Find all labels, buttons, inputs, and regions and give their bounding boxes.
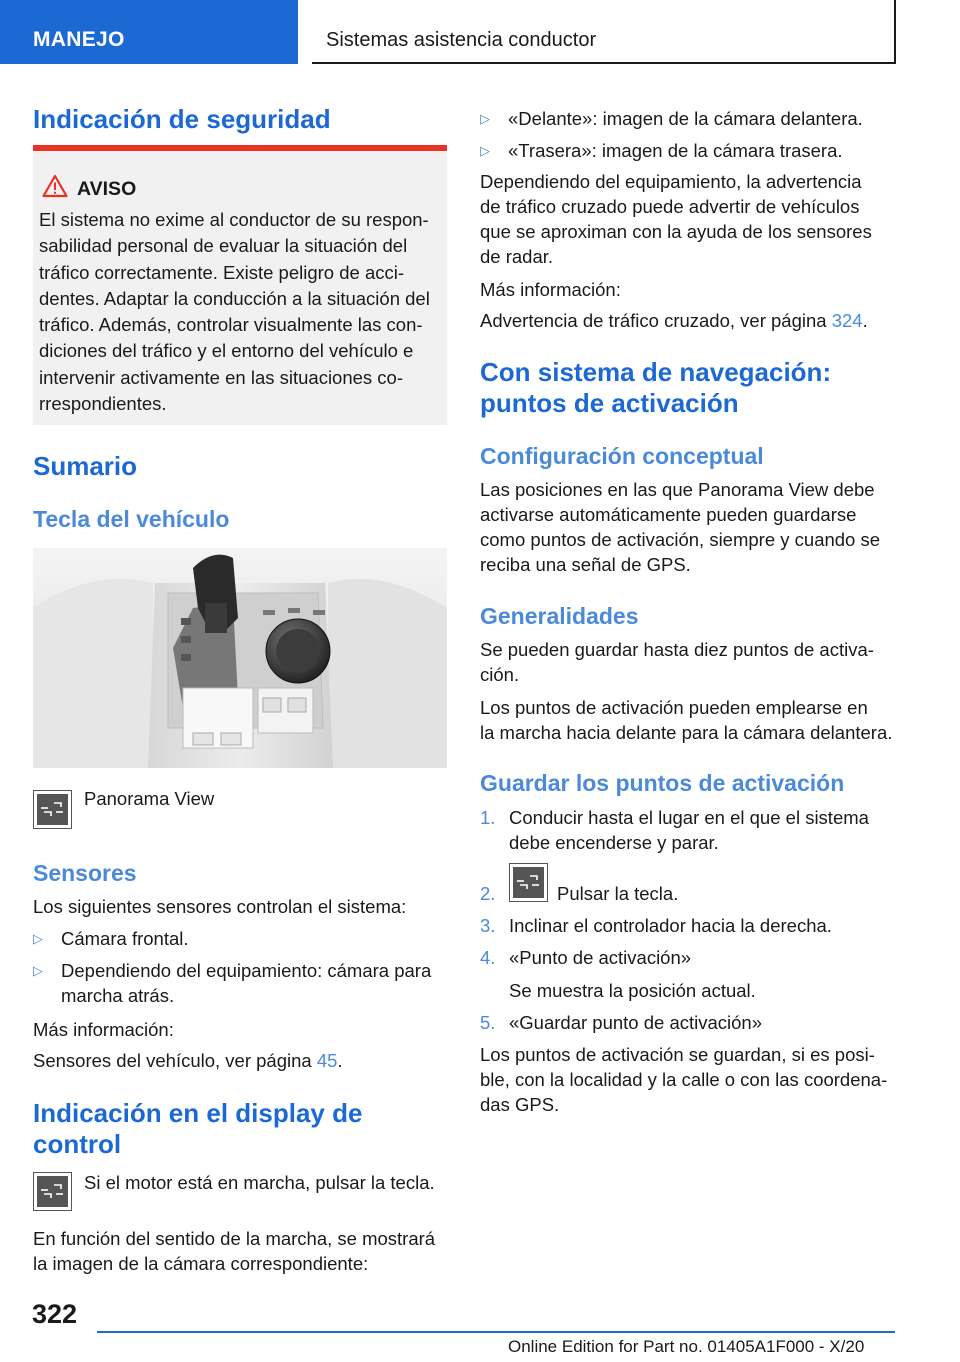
paragraph-line: Se pueden guardar hasta diez puntos de activa- — [480, 639, 874, 660]
paragraph-line: que se aproximan con la ayuda de los sensores — [480, 221, 872, 242]
reference-text: Advertencia de tráfico cruzado, ver página — [480, 310, 832, 331]
header-chapter-box — [312, 0, 896, 64]
heading-safety: Indicación de seguridad — [33, 104, 331, 134]
concept-paragraph — [480, 477, 880, 577]
step-number: 1. — [480, 807, 496, 828]
paragraph-line: ble, con la localidad y la calle o con las coordena- — [480, 1069, 888, 1090]
step-text — [509, 805, 869, 855]
bullet-triangle-icon: ▷ — [33, 963, 43, 978]
more-info-label: Más información: — [480, 279, 621, 300]
panorama-view-key-icon — [33, 790, 72, 829]
bullet-triangle-icon: ▷ — [480, 143, 490, 158]
warning-box — [33, 145, 447, 425]
paragraph-line: das GPS. — [480, 1094, 560, 1115]
warning-line: diciones del tráfico y el entorno del vehículo e — [39, 340, 414, 362]
paragraph-line: Los puntos de activación se guardan, si es posi- — [480, 1044, 875, 1065]
paragraph-line: En función del sentido de la marcha, se mostrará — [33, 1228, 436, 1249]
page-link-45[interactable]: 45 — [316, 1050, 338, 1071]
bullet-triangle-icon: ▷ — [33, 931, 43, 946]
footer-edition: Online Edition for Part no. 01405A1F000 - X/20 — [508, 1337, 865, 1356]
warning-line: El sistema no exime al conductor de su respon- — [39, 209, 429, 230]
heading-navigation-points — [480, 357, 831, 419]
sensors-intro: Los siguientes sensores controlan el sistema: — [33, 896, 407, 917]
paragraph-line: Los puntos de activación pueden emplearse en — [480, 697, 868, 718]
general-paragraph — [480, 637, 874, 687]
saved-paragraph — [480, 1042, 887, 1117]
paragraph-line: como puntos de activación, siempre y cuando se — [480, 529, 881, 550]
reference-end: . — [337, 1050, 343, 1071]
panorama-view-key-icon — [33, 1172, 72, 1211]
step-line: debe encenderse y parar. — [509, 832, 719, 853]
subheading-vehicle-key: Tecla del vehículo — [33, 506, 230, 532]
list-item — [480, 138, 896, 163]
paragraph-line: Dependiendo del equipamiento, la advertencia — [480, 171, 862, 192]
footer-divider — [97, 1331, 895, 1333]
list-item-text: «Trasera»: imagen de la cámara trasera. — [508, 140, 843, 161]
gear-selector-illustration — [33, 548, 447, 768]
list-item-text: Cámara frontal. — [61, 928, 189, 949]
center-console-photo — [33, 548, 447, 768]
subheading-general: Generalidades — [480, 603, 639, 629]
warning-line: intervenir activamente en las situaciones co- — [39, 366, 404, 388]
paragraph-line: activarse automáticamente pueden guardarse — [480, 504, 857, 525]
subheading-save-points: Guardar los puntos de activación — [480, 770, 845, 796]
step-number: 2. — [480, 883, 496, 904]
step-text: «Punto de activación» — [509, 947, 692, 968]
list-item-text: «Delante»: imagen de la cámara delantera. — [508, 108, 863, 129]
paragraph-line: Las posiciones en las que Panorama View debe — [480, 479, 875, 500]
heading-line: Indicación en el display de — [33, 1098, 363, 1128]
paragraph-line: la imagen de la cámara correspondiente: — [33, 1253, 369, 1274]
heading-summary: Sumario — [33, 451, 138, 481]
paragraph-line: la marcha hacia delante para la cámara delantera. — [480, 722, 893, 743]
heading-control-display — [33, 1098, 362, 1160]
more-info-label: Más información: — [33, 1019, 174, 1040]
warning-label: AVISO — [77, 178, 137, 200]
paragraph-line: reciba una señal de GPS. — [480, 554, 691, 575]
heading-line: Con sistema de navegación: — [480, 357, 832, 387]
paragraph-line: ción. — [480, 664, 520, 685]
step-result: Se muestra la posición actual. — [509, 980, 756, 1001]
paragraph-line: de tráfico cruzado puede advertir de vehículos — [480, 196, 860, 217]
page-number: 322 — [32, 1299, 78, 1329]
step-text: «Guardar punto de activación» — [509, 1012, 763, 1033]
list-item-line: marcha atrás. — [61, 985, 175, 1006]
warning-triangle-icon — [42, 174, 68, 198]
direction-text — [33, 1226, 435, 1276]
header-chapter-label: Sistemas asistencia conductor — [326, 29, 597, 51]
crosstraffic-reference — [480, 308, 868, 333]
panorama-view-key-icon — [509, 863, 548, 902]
step-text: Inclinar el controlador hacia la derecha. — [509, 915, 832, 936]
heading-line: control — [33, 1129, 122, 1159]
list-item — [33, 926, 447, 951]
display-instruction: Si el motor está en marcha, pulsar la tecla. — [84, 1172, 435, 1193]
general-paragraph-2 — [480, 695, 892, 745]
warning-line: tráfico correctamente. Existe peligro de acci- — [39, 261, 405, 283]
crosstraffic-paragraph — [480, 169, 872, 269]
sensors-reference — [33, 1048, 343, 1073]
step-number: 5. — [480, 1012, 496, 1033]
subheading-concept: Configuración conceptual — [480, 443, 764, 469]
warning-text — [39, 207, 443, 417]
bullet-triangle-icon: ▷ — [480, 111, 490, 126]
warning-line: sabilidad personal de evaluar la situación del — [39, 235, 408, 257]
heading-line: puntos de activación — [480, 388, 739, 418]
page-link-324[interactable]: 324 — [831, 310, 863, 331]
list-item — [480, 106, 896, 131]
reference-end: . — [862, 310, 868, 331]
paragraph-line: de radar. — [480, 246, 554, 267]
header-section-label: MANEJO — [33, 28, 125, 51]
list-item — [33, 958, 447, 1008]
step-line: Conducir hasta el lugar en el que el sistema — [509, 807, 869, 828]
step-number: 3. — [480, 915, 496, 936]
step-number: 4. — [480, 947, 496, 968]
warning-line: tráfico. Además, controlar visualmente las con- — [39, 314, 423, 336]
step-text: Pulsar la tecla. — [557, 883, 679, 904]
warning-line: rrespondientes. — [39, 393, 167, 415]
header-section-tab — [0, 0, 298, 64]
reference-text: Sensores del vehículo, ver página — [33, 1050, 317, 1071]
list-item-line: Dependiendo del equipamiento: cámara para — [61, 960, 432, 981]
key-caption: Panorama View — [84, 788, 215, 809]
warning-line: dentes. Adaptar la conducción a la situación del — [39, 287, 430, 309]
list-item-text — [61, 958, 431, 1008]
subheading-sensors: Sensores — [33, 860, 137, 886]
